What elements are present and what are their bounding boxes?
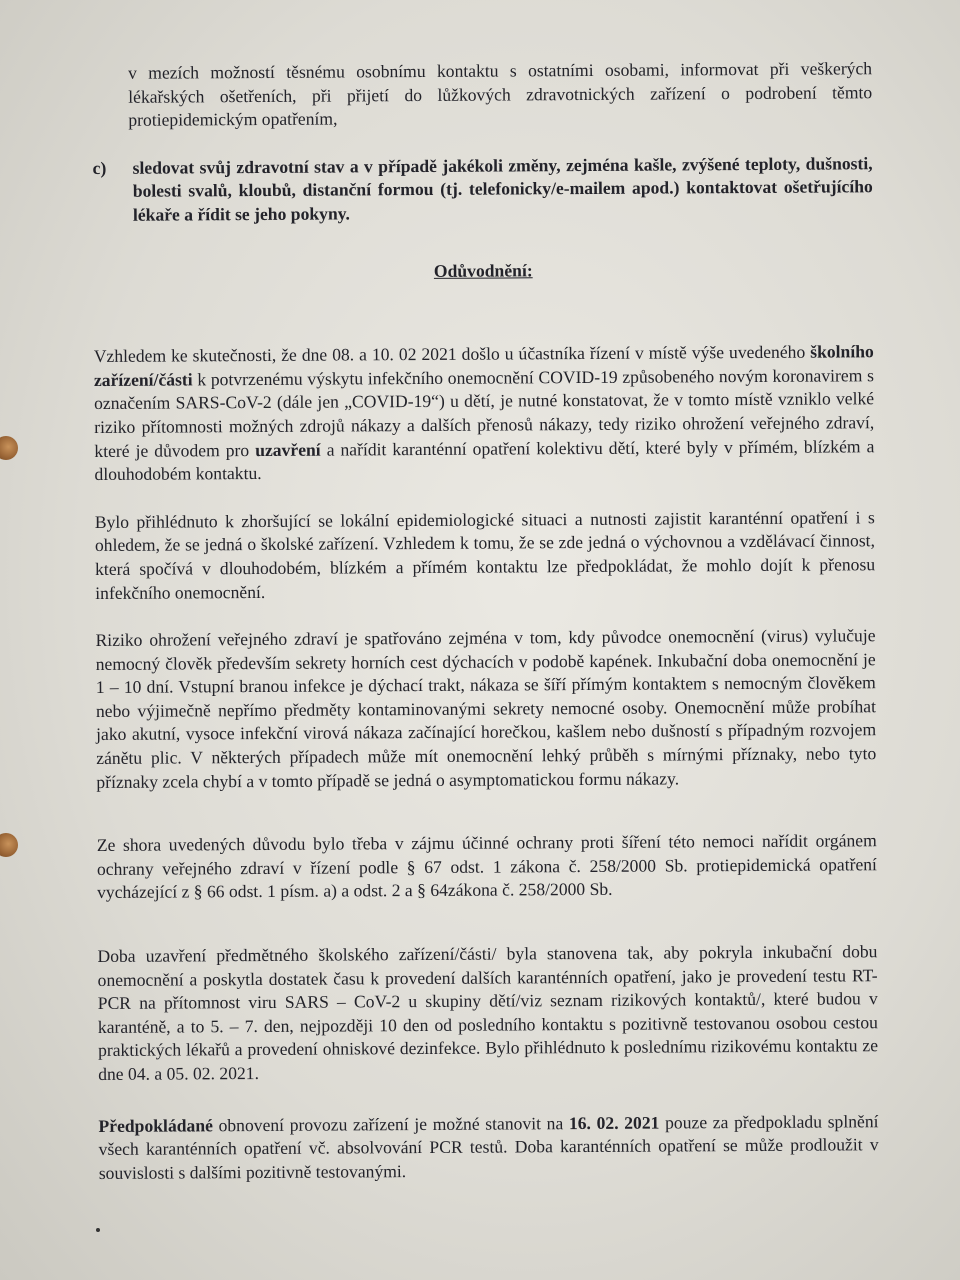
list-item-marker: c) [92,157,107,178]
paragraph-6 [98,1110,878,1186]
continuation-text: v mezích možností těsnému osobnímu kontaktu s ostatními osobami, informovat při veškerých lékařských ošetřeních, při přijetí do lůžkových zdravotnických zařízení o podrobení těmto protiepidemickým opatřením, [128,58,873,130]
punch-hole-top [0,436,18,460]
section-heading: Odůvodnění: [433,259,533,281]
paragraph-6-emphasis-expected: Předpokládané [98,1114,213,1136]
stray-dot [96,1228,100,1232]
paragraph-6-text-d: pouze za předpokladu splnění všech karanténních opatření vč. absolvování PCR testů. Doba karanténních opatření se může prodloužit v souvislosti s dalšími pozitivně testovanými. [98,1110,879,1183]
punch-hole-bottom [0,833,18,857]
paragraph-6-text-b: obnovení provozu zařízení je možné stanovit na [212,1112,569,1135]
paragraph-3: Riziko ohrožení veřejného zdraví je spatřováno zejména v tom, kdy původce onemocnění (virus) vylučuje nemocný člověk především sekrety horních cest dýchacích v podobě kapének. Inkubační doba onemocnění je 1 – 10 dní. Vstupní branou infekce je dýchací trakt, nákaza se šíří přímým kontaktem s nemocným člověkem nebo výjimečně nepřímo předměty kontaminovanými sekrety nemocné osoby. Onemocnění může probíhat jako akutní, vysoce infekční virová nákaza začínající horečkou, kašlem nebo dušností s případným rozvojem zánětu plic. V některých případech může mít onemocnění lehký průběh s mírnými příznaky, nebo tyto příznaky zcela chybí a v tomto případě se jedná o asymptomatickou formu nákazy. [95,625,877,792]
list-item-c [93,152,873,228]
paragraph-5: Doba uzavření předmětného školského zařízení/části/ byla stanovena tak, aby pokryla inkubační dobu onemocnění a poskytla dostatek času k provedení dalších karanténních opatření, jako je provedení testu RT-PCR na přítomnost viru SARS – CoV-2 u skupiny dětí/viz seznam rizikových kontaktů/, které budou v karanténě, a to 5. – 7. den, nejpozději 10 den od posledního kontaktu s pozitivně testovanou osobou cestou praktických lékařů a provedení ohniskové dezinfekce. Bylo přihlédnuto k poslednímu rizikovému kontaktu ze dne 04. a 05. 02. 2021. [97,941,879,1084]
paragraph-1-text-c: k potvrzenému výskytu infekčního onemocnění COVID-19 způsobeného novým koronavirem s označením SARS-CoV-2 (dále jen „COVID-19“) u dětí, je nutné konstatovat, že v tomto místě vzniklo velké riziko přítomnosti možných zdrojů nákazy a dalších přenosů nákazy, tedy riziko ohrožení veřejného zdraví, které je důvodem pro [94,364,875,461]
paragraph-4: Ze shora uvedených důvodu bylo třeba v zájmu účinné ochrany proti šíření této nemoci nařídit orgánem ochrany veřejného zdraví v řízení podle § 67 odst. 1 zákona č. 258/2000 Sb. protiepidemická opatření vycházející z § 66 odst. 1 písm. a) a odst. 2 a § 64zákona č. 258/2000 Sb. [96,830,877,903]
paragraph-1-emphasis-closure: uzavření [255,439,321,460]
paragraph-1-text-e: a nařídit karanténní opatření kolektivu dětí, které byly v přímém, blízkém a dlouhodobém kontaktu. [94,435,875,485]
paragraph-2: Bylo přihlédnuto k zhoršující se lokální epidemiologické situaci a nutnosti zajistit karanténní opatření i s ohledem, že se jedná o školské zařízení. Vzhledem k tomu, že se zde jedná o výchovnou a vzdělávací činnost, která spočívá v dlouhodobém, blízkém a přímém kontaktu lze předpokládat, že mohlo dojít k přenosu infekčního onemocnění. [94,506,876,603]
paragraph-6-emphasis-date: 16. 02. 2021 [568,1112,660,1133]
list-item-text: sledovat svůj zdravotní stav a v případě jakékoli změny, zejména kašle, zvýšené teploty, dušnosti, bolesti svalů, kloubů, distanční formou (tj. telefonicky/e-mailem apod.) kontaktovat ošetřujícího lékaře a řídit se jeho pokyny. [132,153,873,225]
paragraph-1-emphasis-facility: školního zařízení/části [93,341,874,390]
paragraph-1-text-a: Vzhledem ke skutečnosti, že dne 08. a 10. 02 2021 došlo u účastníka řízení v místě výše uvedeného [93,341,811,367]
document-body [92,57,879,1185]
paragraph-1 [94,340,875,486]
